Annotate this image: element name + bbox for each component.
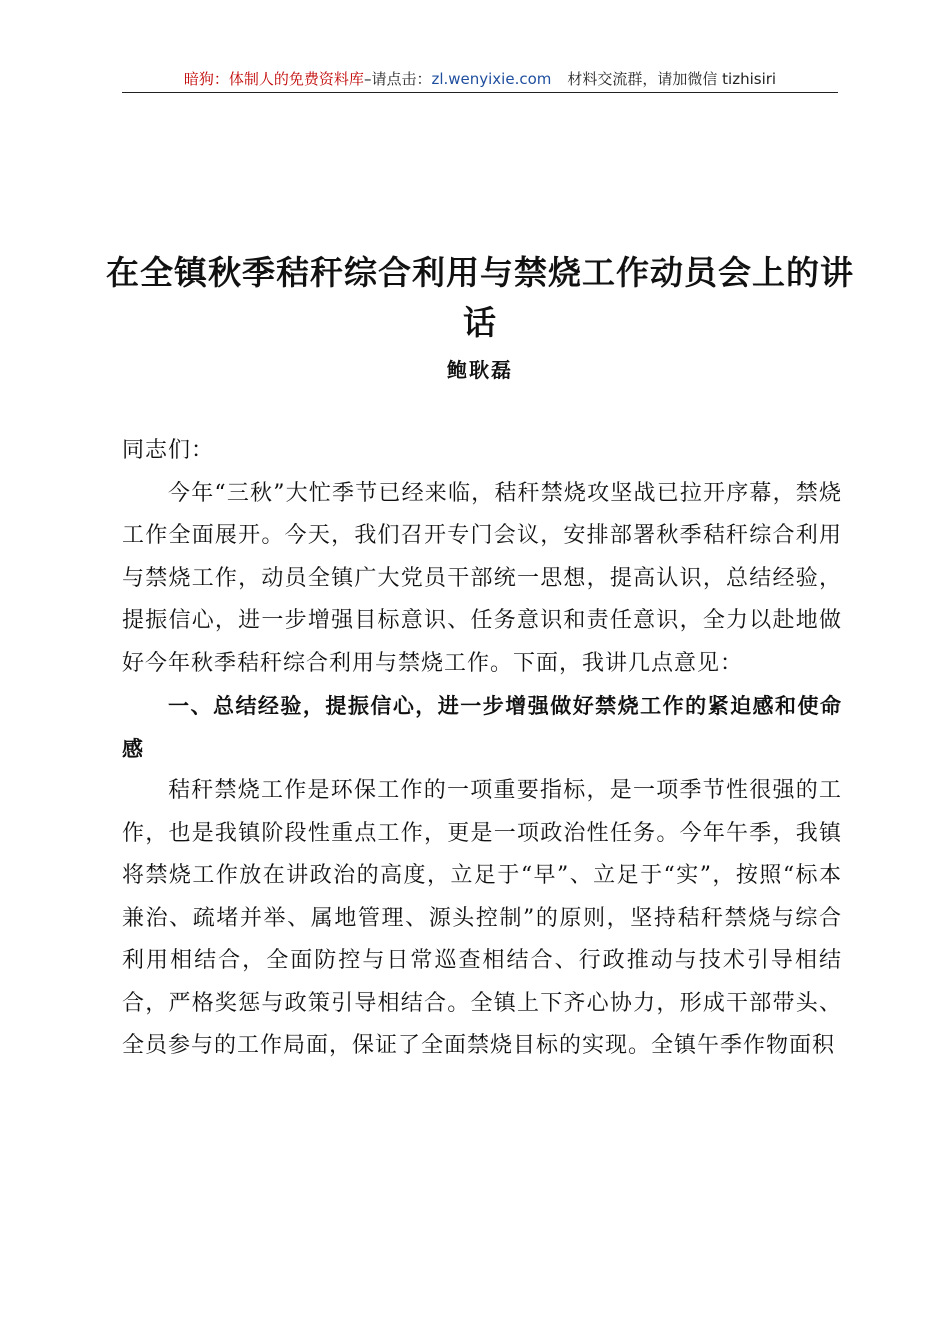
intro-paragraph: 今年“三秋”大忙季节已经来临，秸秆禁烧攻坚战已拉开序幕，禁烧工作全面展开。今天，我们召开专门会议，安排部署秋季秸秆综合利用与禁烧工作，动员全镇广大党员干部统一思想，提高认识，总结经验，提振信心，进一步增强目标意识、任务意识和责任意识，全力以赴地做好今年秋季秸秆综合利用与禁烧工作。下面，我讲几点意见： (122, 480, 842, 676)
section-1-paragraph: 秸秆禁烧工作是环保工作的一项重要指标，是一项季节性很强的工作，也是我镇阶段性重点工作，更是一项政治性任务。今年午季，我镇将禁烧工作放在讲政治的高度，立足于“早”、立足于“实”，按照“标本兼治、疏堵并举、属地管理、源头控制”的原则，坚持秸秆禁烧与综合利用相结合，全面防控与日常巡查相结合、行政推动与技术引导相结合，严格奖惩与政策引导相结合。全镇上下齐心协力，形成干部带头、全员参与的工作局面，保证了全面禁烧目标的实现。全镇午季作物面积 (122, 778, 842, 1058)
section-heading-1: 一、总结经验，提振信心，进一步增强做好禁烧工作的紧迫感和使命感 (122, 694, 842, 761)
header-website-link[interactable]: zl.wenyixie.com (431, 70, 552, 88)
page-header-banner (122, 66, 838, 93)
header-brand-text: 暗狗：体制人的免费资料库 (183, 70, 364, 88)
document-author: 鲍耿磊 (447, 358, 513, 382)
document-title: 在全镇秋季秸秆综合利用与禁烧工作动员会上的讲话 (106, 253, 854, 342)
salutation: 同志们： (122, 438, 215, 463)
document-body (122, 430, 842, 1068)
header-prompt-text: –请点击： (363, 70, 432, 88)
header-contact-text: 材料交流群，请加微信 tizhisiri (567, 70, 777, 88)
